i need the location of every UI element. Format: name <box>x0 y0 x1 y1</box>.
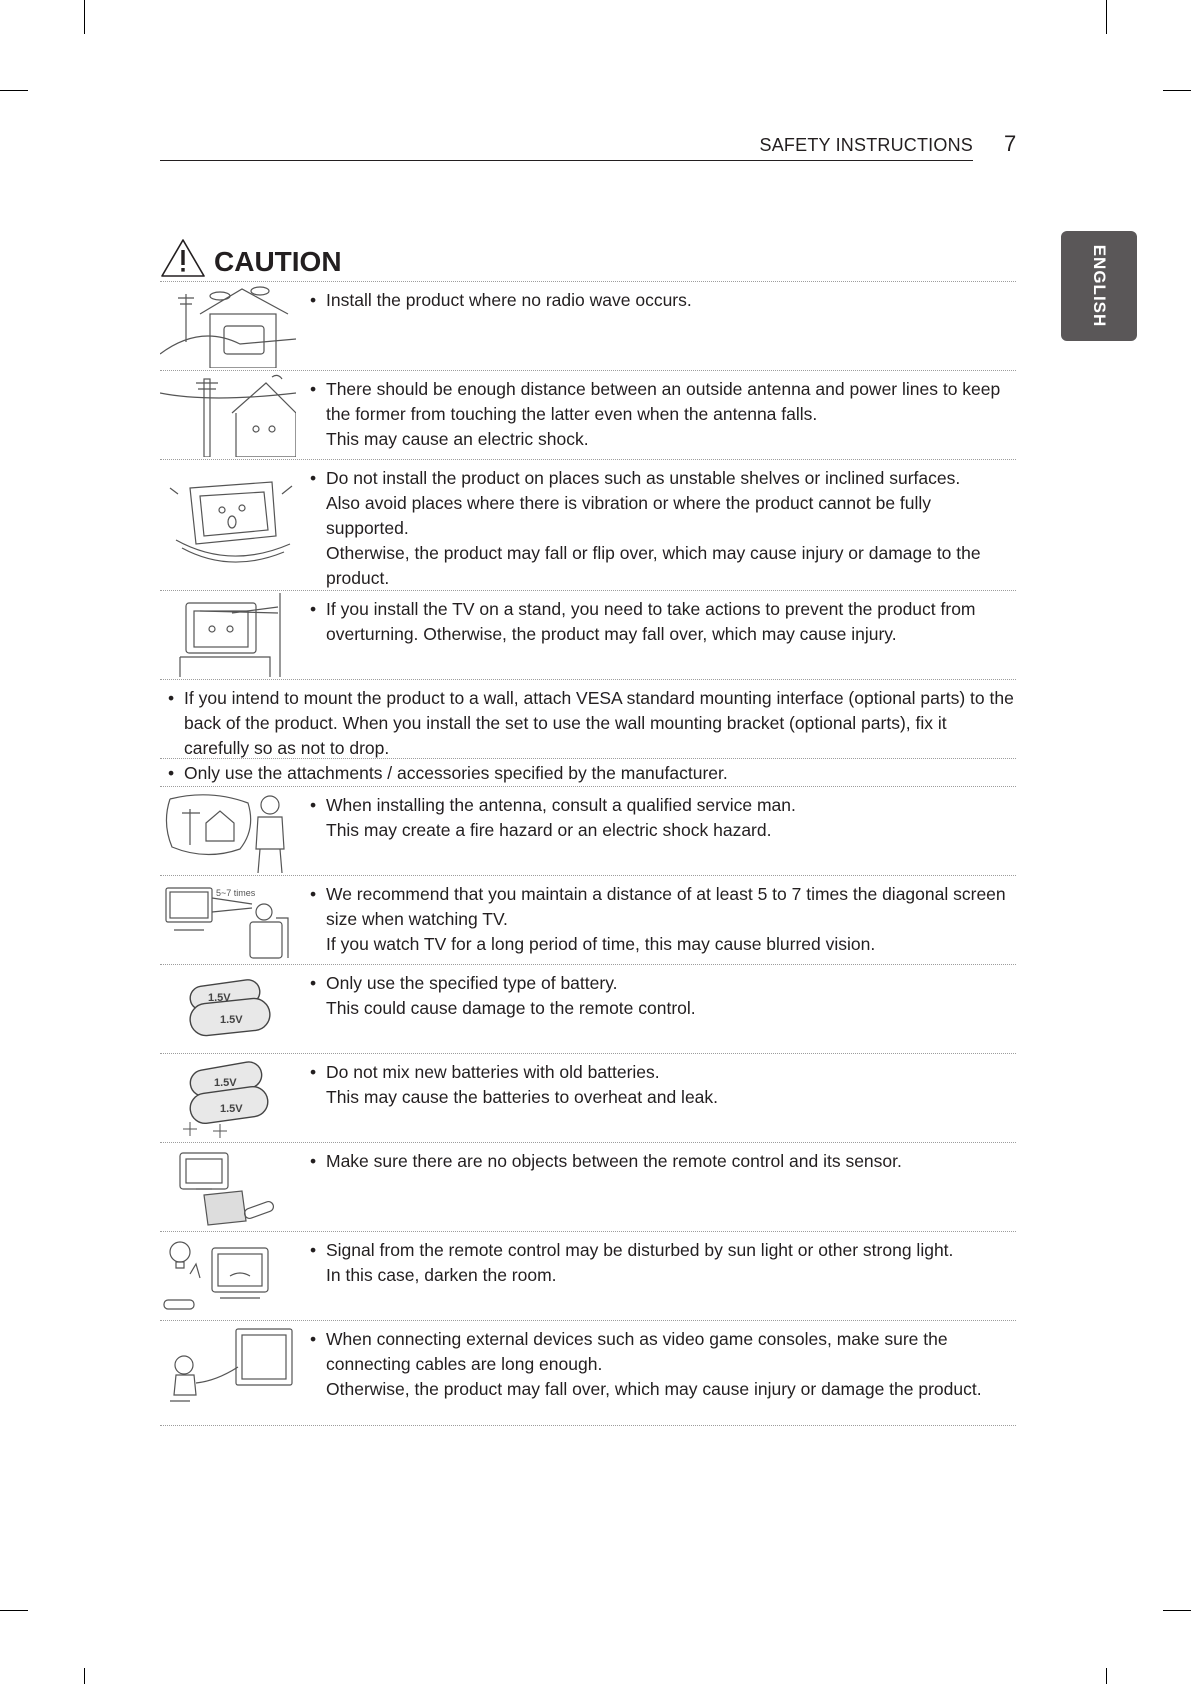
item-text <box>310 597 1016 647</box>
item-text <box>310 1238 1016 1288</box>
battery-label: 1.5V <box>214 1077 237 1089</box>
bullet: • <box>310 884 317 904</box>
item-paragraph: If you install the TV on a stand, you need to take actions to prevent the product from overturning. Otherwise, the product may fall over, which may cause injury. <box>326 599 976 644</box>
tv-stand-secured-illustration <box>160 593 296 677</box>
caution-heading <box>160 234 342 278</box>
caution-label: CAUTION <box>214 246 342 277</box>
item-paragraph: Otherwise, the product may fall over, which may cause injury or damage the product. <box>326 1379 982 1399</box>
item-paragraph: When connecting external devices such as video game consoles, make sure the connecting cables are long enough. <box>326 1329 948 1374</box>
list-item <box>160 1231 1016 1320</box>
battery-label: 1.5V <box>208 992 231 1004</box>
item-paragraph: If you watch TV for a long period of time, this may cause blurred vision. <box>326 934 876 954</box>
section-title: SAFETY INSTRUCTIONS <box>759 135 973 155</box>
strong-light-illustration <box>160 1234 296 1318</box>
item-text <box>168 761 1016 786</box>
crop-mark <box>1163 1610 1191 1611</box>
bullet: • <box>310 795 317 815</box>
crop-mark <box>1106 0 1107 34</box>
bullet: • <box>310 290 317 310</box>
item-text <box>310 793 1016 843</box>
item-text <box>310 882 1016 957</box>
item-paragraph: This may create a fire hazard or an electric shock hazard. <box>326 820 772 840</box>
house-antenna-illustration <box>160 284 296 368</box>
viewing-distance-illustration <box>160 878 296 962</box>
item-paragraph: If you intend to mount the product to a wall, attach VESA standard mounting interface (optional parts) to the back of the product. When you install the set to use the wall mounting bracket (optional parts), fix it carefully so as not to drop. <box>184 688 1014 758</box>
list-item <box>160 281 1016 370</box>
list-item <box>160 590 1016 679</box>
list-item <box>160 875 1016 964</box>
item-text <box>310 288 1016 313</box>
language-tab-label: ENGLISH <box>1090 244 1109 328</box>
crop-mark <box>0 1610 28 1611</box>
distance-label: 5~7 times <box>216 888 256 898</box>
item-paragraph: Install the product where no radio wave occurs. <box>326 290 692 310</box>
list-item <box>160 1142 1016 1231</box>
bullet: • <box>168 763 175 783</box>
crop-mark <box>84 0 85 34</box>
item-paragraph: Do not mix new batteries with old batteries. <box>326 1062 660 1082</box>
item-paragraph: Make sure there are no objects between the remote control and its sensor. <box>326 1151 902 1171</box>
crop-mark <box>84 1668 85 1684</box>
warning-triangle-icon <box>160 238 206 278</box>
remote-obstacle-illustration <box>160 1145 296 1229</box>
list-item <box>160 370 1016 459</box>
bullet: • <box>310 599 317 619</box>
service-man-illustration <box>160 789 296 873</box>
item-text <box>168 686 1016 761</box>
item-paragraph: Only use the attachments / accessories specified by the manufacturer. <box>184 763 728 783</box>
item-text <box>310 1149 1016 1174</box>
list-item <box>160 1053 1016 1142</box>
antenna-power-line-illustration <box>160 373 296 457</box>
crop-mark <box>1163 90 1191 91</box>
old-new-batteries-illustration <box>160 1056 296 1140</box>
page-number: 7 <box>1004 131 1017 156</box>
battery-label: 1.5V <box>220 1014 243 1026</box>
unstable-tv-illustration <box>160 462 296 570</box>
item-paragraph: Otherwise, the product may fall or flip over, which may cause injury or damage to the product. <box>326 543 981 588</box>
item-text <box>310 1060 1016 1110</box>
item-paragraph: There should be enough distance between an outside antenna and power lines to keep the former from touching the latter even when the antenna falls. <box>326 379 1001 424</box>
item-paragraph: This may cause an electric shock. <box>326 429 589 449</box>
item-paragraph: Only use the specified type of battery. <box>326 973 618 993</box>
language-tab <box>1061 231 1137 341</box>
item-paragraph: Also avoid places where there is vibration or where the product cannot be fully supported. <box>326 493 932 538</box>
bullet: • <box>310 1329 317 1349</box>
item-text <box>310 1327 1016 1402</box>
bullet: • <box>310 1062 317 1082</box>
item-paragraph: Do not install the product on places such as unstable shelves or inclined surfaces. <box>326 468 961 488</box>
header-rule <box>160 160 973 161</box>
item-text <box>310 466 1016 591</box>
crop-mark <box>0 90 28 91</box>
bullet: • <box>310 379 317 399</box>
bullet: • <box>310 1151 317 1171</box>
list-item <box>160 964 1016 1053</box>
bullet: • <box>310 973 317 993</box>
item-paragraph: Signal from the remote control may be disturbed by sun light or other strong light. <box>326 1240 954 1260</box>
item-paragraph: We recommend that you maintain a distance of at least 5 to 7 times the diagonal screen size when watching TV. <box>326 884 1006 929</box>
batteries-illustration <box>160 967 296 1051</box>
list-item <box>160 786 1016 875</box>
bullet: • <box>168 688 175 708</box>
list-item <box>160 1320 1016 1426</box>
list-item <box>160 758 1016 786</box>
item-text <box>310 971 1016 1021</box>
list-item <box>160 679 1016 758</box>
item-paragraph: When installing the antenna, consult a qualified service man. <box>326 795 796 815</box>
item-paragraph: In this case, darken the room. <box>326 1265 557 1285</box>
cable-length-illustration <box>160 1323 296 1407</box>
list-item <box>160 459 1016 590</box>
item-paragraph: This may cause the batteries to overheat and leak. <box>326 1087 719 1107</box>
item-text <box>310 377 1016 452</box>
item-paragraph: This could cause damage to the remote control. <box>326 998 696 1018</box>
bullet: • <box>310 468 317 488</box>
battery-label: 1.5V <box>220 1103 243 1115</box>
bullet: • <box>310 1240 317 1260</box>
crop-mark <box>1106 1668 1107 1684</box>
